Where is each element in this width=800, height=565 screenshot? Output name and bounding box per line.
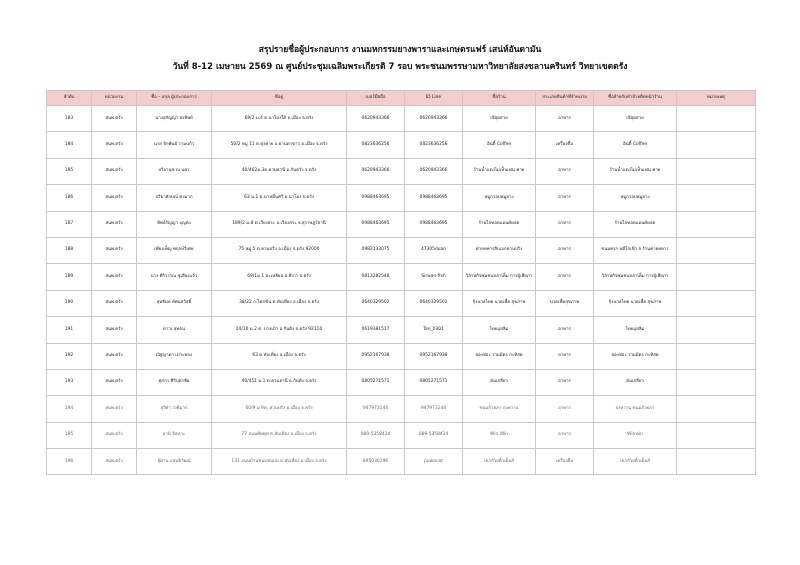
cell-remarks bbox=[677, 343, 756, 369]
cell-product-type: อาหาร bbox=[536, 396, 594, 422]
cell-remarks bbox=[677, 264, 756, 290]
cell-name: นาย จักพันธ์ รามแก้ว bbox=[137, 132, 212, 158]
table-row bbox=[47, 396, 756, 422]
cell-shop-name: ร้านไก่ทอดแอนด์ทอด bbox=[463, 211, 536, 237]
cell-sign-name: ลองช่อง รวมมิตร กะทิสด bbox=[594, 343, 677, 369]
cell-sign-name: มันเกลียว bbox=[594, 369, 677, 395]
report-subtitle: วันที่ 8-12 เมษายน 2569 ณ ศูนย์ประชุมเฉลิมพระเกียรติ 7 รอบ พระชนมพรรษามหาวิทยาลัยสงขลานครินทร์ วิทยาเขตตรัง bbox=[172, 62, 628, 72]
cell-product-type: อาหาร bbox=[536, 158, 594, 184]
cell-name: ณัฐญาดา เปาะทอง bbox=[137, 343, 212, 369]
cell-line-id: Sirwan-fish bbox=[405, 264, 463, 290]
cell-phone: 0619381517 bbox=[347, 317, 405, 343]
table-row bbox=[47, 106, 756, 132]
cell-phone: 0952167938 bbox=[347, 343, 405, 369]
cell-remarks bbox=[677, 396, 756, 422]
cell-no: 191 bbox=[47, 317, 92, 343]
cell-agency: สนพ.ตรัง bbox=[92, 290, 137, 316]
cell-agency: สนพ.ตรัง bbox=[92, 369, 137, 395]
cell-agency: สนพ.ตรัง bbox=[92, 396, 137, 422]
cell-sign-name: ร้านไก่ทอดแอนด์ทอด bbox=[594, 211, 677, 237]
cell-product-type: อาหาร bbox=[536, 106, 594, 132]
cell-shop-name: หมูกรอบหมูย่าง bbox=[463, 185, 536, 211]
cell-name: นางสุกัญญา สงทิพย์ bbox=[137, 106, 212, 132]
cell-address: 38/22 ถ.โคกขัน ต.ทับเที่ยง อ.เมือง จ.ตรัง bbox=[212, 290, 347, 316]
cell-agency: สนพ.ตรัง bbox=[92, 422, 137, 448]
cell-name: ดาวเ สุทธน bbox=[137, 317, 212, 343]
cell-remarks bbox=[677, 369, 756, 395]
header-shop-name: ชื่อร้าน bbox=[463, 91, 536, 106]
header-line-id: ID Line bbox=[405, 91, 463, 106]
cell-phone: 0813282548 bbox=[347, 264, 405, 290]
header-remarks: หมายเหตุ bbox=[677, 91, 756, 106]
cell-shop-name: เฉาก๊วยคิ้วเย็นส์ bbox=[463, 449, 536, 475]
table-row bbox=[47, 237, 756, 263]
cell-agency: สนพ.ตรัง bbox=[92, 343, 137, 369]
cell-product-type: อาหาร bbox=[536, 185, 594, 211]
cell-remarks bbox=[677, 106, 756, 132]
cell-remarks bbox=[677, 449, 756, 475]
cell-remarks bbox=[677, 290, 756, 316]
cell-name: สุวิศา วงศ์มาก bbox=[137, 396, 212, 422]
cell-address: 60/9 ม.9ต. ควนปริง อ.เมือง จ.ตรัง bbox=[212, 396, 347, 422]
cell-line-id: 947973144 bbox=[405, 396, 463, 422]
cell-sign-name: ขนมครก หมีไก่เจ๊ก ส ร้านค่ายทหาร bbox=[594, 237, 677, 263]
cell-line-id: 0988463695 bbox=[405, 185, 463, 211]
cell-agency: สนพ.ตรัง bbox=[92, 317, 137, 343]
cell-name: อานิ อิสหาะ bbox=[137, 422, 212, 448]
cell-address: 50/2 หมู่ 11 ต.ทุ่งค่าย อ.ย่านตาขาว อ.เมือง จ.ตรัง bbox=[212, 132, 347, 158]
cell-agency: สนพ.ตรัง bbox=[92, 449, 137, 475]
cell-remarks bbox=[677, 132, 756, 158]
cell-no: 183 bbox=[47, 106, 92, 132]
cell-shop-name: เจ๊สุดสวย bbox=[463, 106, 536, 132]
header-agency: หน่วยงาน bbox=[92, 91, 137, 106]
cell-product-type: อาหาร bbox=[536, 317, 594, 343]
cell-line-id: 0620943366 bbox=[405, 106, 463, 132]
cell-product-type: อาหาร bbox=[536, 369, 594, 395]
cell-sign-name: เฉาก๊วยคิ้วเย็นส์ bbox=[594, 449, 677, 475]
cell-product-type: เครื่องดื่ม bbox=[536, 449, 594, 475]
cell-agency: สนพ.ตรัง bbox=[92, 185, 137, 211]
table-row bbox=[47, 369, 756, 395]
cell-address: 189/2 ม.8 ต.เวียงสระ อ.เวียงสระ จ.สุราษฎร์ธานี bbox=[212, 211, 347, 237]
cell-line-id: 0640329502 bbox=[405, 290, 463, 316]
cell-remarks bbox=[677, 317, 756, 343]
table-row bbox=[47, 449, 756, 475]
cell-shop-name: วิสาหกิจชุมชนปลาเค็ม การผู้เสียภา bbox=[463, 264, 536, 290]
cell-shop-name: Win Win bbox=[463, 422, 536, 448]
cell-remarks bbox=[677, 237, 756, 263]
cell-remarks bbox=[677, 211, 756, 237]
cell-address: 131 ถนนบ้านขนบชนบท ต.ทับเที่ยง อ.เมือง จ.ตรัง bbox=[212, 449, 347, 475]
cell-name: สุทธิมล ทัศนสวัสดิ์ bbox=[137, 290, 212, 316]
header-product-type: ประเภทสินค้าที่จำหน่าย bbox=[536, 91, 594, 106]
cell-phone: 0620943366 bbox=[347, 106, 405, 132]
cell-no: 195 bbox=[47, 422, 92, 448]
cell-shop-name: ขนมถ้วยภา ถุงหวาน bbox=[463, 396, 536, 422]
cell-line-id: 0952167938 bbox=[405, 343, 463, 369]
table-row bbox=[47, 264, 756, 290]
cell-phone: 0620943366 bbox=[347, 158, 405, 184]
cell-sign-name: หมูกรอบหมูย่าง bbox=[594, 185, 677, 211]
table-row bbox=[47, 211, 756, 237]
cell-sign-name: อินดี้ Coffee bbox=[594, 132, 677, 158]
table-row bbox=[47, 132, 756, 158]
cell-sign-name: ไทยมุสลิม bbox=[594, 317, 677, 343]
cell-phone: 0640329502 bbox=[347, 290, 405, 316]
cell-sign-name: กุ้งนวลไทย นวดเพื่อ สุขภาพ bbox=[594, 290, 677, 316]
cell-name: เพียงเพ็ญ พฤกษ์วิเศษ bbox=[137, 237, 212, 263]
cell-line-id: 0988463695 bbox=[405, 211, 463, 237]
cell-shop-name: ร้านน้ำแดงไม่เห็นเฟน ฟาย bbox=[463, 158, 536, 184]
cell-phone: 947973144 bbox=[347, 396, 405, 422]
cell-address: 63 ม.1 ต.นาหมื่นศรี อ.นาโยง จ.ตรัง bbox=[212, 185, 347, 211]
cell-agency: สนพ.ตรัง bbox=[92, 237, 137, 263]
cell-product-type: อาหาร bbox=[536, 211, 594, 237]
cell-no: 189 bbox=[47, 264, 92, 290]
cell-phone: 0805271571 bbox=[347, 369, 405, 395]
cell-line-id: 0823636256 bbox=[405, 132, 463, 158]
cell-shop-name: ไทยมุสลิม bbox=[463, 317, 536, 343]
cell-phone: 0982133075 bbox=[347, 237, 405, 263]
cell-product-type: อาหาร bbox=[536, 343, 594, 369]
cell-agency: สนพ.ตรัง bbox=[92, 211, 137, 237]
table-row bbox=[47, 422, 756, 448]
cell-address: 40/451 ม.1 ต.ควนธานี อ.กันตัง จ.ตรัง bbox=[212, 369, 347, 395]
cell-agency: สนพ.ตรัง bbox=[92, 158, 137, 184]
exhibitor-table bbox=[46, 90, 756, 475]
cell-shop-name: มันเกลียว bbox=[463, 369, 536, 395]
cell-no: 196 bbox=[47, 449, 92, 475]
cell-line-id: puwanat bbox=[405, 449, 463, 475]
cell-phone: 895030196 bbox=[347, 449, 405, 475]
cell-remarks bbox=[677, 422, 756, 448]
cell-address: 75 หมู่ 5 ต.ควนปริง อ.เมือง จ.ตรัง 92000 bbox=[212, 237, 347, 263]
table-row bbox=[47, 290, 756, 316]
cell-shop-name: อินดี้ Coffee bbox=[463, 132, 536, 158]
cell-no: 186 bbox=[47, 185, 92, 211]
cell-name: ศุภกร ศิริบุตรชัย bbox=[137, 369, 212, 395]
cell-remarks bbox=[677, 158, 756, 184]
cell-agency: สนพ.ตรัง bbox=[92, 106, 137, 132]
cell-shop-name: ลองช่อง รวมมิตร กะทิสด bbox=[463, 343, 536, 369]
cell-no: 190 bbox=[47, 290, 92, 316]
cell-no: 192 bbox=[47, 343, 92, 369]
cell-line-id: 0805271571 bbox=[405, 369, 463, 395]
header-phone: เบอร์มือถือ bbox=[347, 91, 405, 106]
cell-shop-name: ค่ายทหารสิบเอกควนปริง bbox=[463, 237, 536, 263]
cell-product-type: อาหาร bbox=[536, 237, 594, 263]
cell-product-type: เครื่องดื่ม bbox=[536, 132, 594, 158]
cell-name: ปริยาลักษณ์ คงมาก bbox=[137, 185, 212, 211]
cell-name: อุ๊ดาน แสนปิวัฒน์ bbox=[137, 449, 212, 475]
table-body bbox=[47, 106, 756, 475]
cell-address: 63 ต.ทับเที่ยง อ.เมือง จ.ตรัง bbox=[212, 343, 347, 369]
cell-product-type: อาหาร bbox=[536, 422, 594, 448]
table-row bbox=[47, 343, 756, 369]
cell-line-id: 0620943366 bbox=[405, 158, 463, 184]
cell-no: 184 bbox=[47, 132, 92, 158]
header-address: ที่อยู่ bbox=[212, 91, 347, 106]
cell-agency: สนพ.ตรัง bbox=[92, 264, 137, 290]
cell-phone: 089-5358434 bbox=[347, 422, 405, 448]
cell-phone: 0988463695 bbox=[347, 185, 405, 211]
cell-no: 193 bbox=[47, 369, 92, 395]
table-row bbox=[47, 317, 756, 343]
cell-no: 194 bbox=[47, 396, 92, 422]
cell-sign-name: Winwin bbox=[594, 422, 677, 448]
cell-phone: 0823636256 bbox=[347, 132, 405, 158]
table-header-row bbox=[47, 91, 756, 106]
cell-sign-name: ถุงหวาน ขนมถ้วยภา bbox=[594, 396, 677, 422]
cell-sign-name: เจ๊สุดสวย bbox=[594, 106, 677, 132]
cell-phone: 0988463695 bbox=[347, 211, 405, 237]
cell-product-type: นวดเพื่อสุขภาพ bbox=[536, 290, 594, 316]
cell-agency: สนพ.ตรัง bbox=[92, 132, 137, 158]
cell-no: 188 bbox=[47, 237, 92, 263]
cell-line-id: 47305duan bbox=[405, 237, 463, 263]
cell-line-id: 089-5358434 bbox=[405, 422, 463, 448]
header-no: ลำดับ bbox=[47, 91, 92, 106]
cell-product-type: อาหาร bbox=[536, 264, 594, 290]
cell-line-id: Tan_0301 bbox=[405, 317, 463, 343]
cell-remarks bbox=[677, 185, 756, 211]
cell-name: ปริยานุช ณ นคร bbox=[137, 158, 212, 184]
cell-address: 24/10 ม.2 ต. บางเป้า อ.กันตัง จ.ตรัง 92110 bbox=[212, 317, 347, 343]
cell-sign-name: วิสาหกิจชุมชนปลาเค็ม การผู้เสียภา bbox=[594, 264, 677, 290]
cell-name: ทิพย์รัญญา บุญคง bbox=[137, 211, 212, 237]
cell-address: 69/1ม 1 ปะเหลียน อ.สิเกา จ.ตรัง bbox=[212, 264, 347, 290]
cell-no: 187 bbox=[47, 211, 92, 237]
header-sign-name: ชื่อสำหรับทำป้ายติดหน้าร้าน bbox=[594, 91, 677, 106]
cell-sign-name: ร้านน้ำแดงไม่เห็นเฟน ฟาย bbox=[594, 158, 677, 184]
report-title: สรุปรายชื่อผู้ประกอบการ งานมหกรรมยางพาราและเกษตรแฟร์ เสน่ห์อันดามัน bbox=[258, 45, 542, 55]
cell-no: 185 bbox=[47, 158, 92, 184]
cell-address: 40/462ม.3ต.ควนธานี อ.กันตรัง จ.ตรัง bbox=[212, 158, 347, 184]
table-row bbox=[47, 185, 756, 211]
table-row bbox=[47, 158, 756, 184]
cell-name: นาง ศิริวรรณ ชูเสียงแจ้ว bbox=[137, 264, 212, 290]
cell-shop-name: กุ้งนวลไทย นวดเพื่อ สุขภาพ bbox=[463, 290, 536, 316]
cell-address: 69/2 ม.4 ต.นาโยงใต้ อ.เมือง จ.ตรัง bbox=[212, 106, 347, 132]
cell-address: 77 ถนนทัพพุท ต.ทับเที่ยง อ.เมือง จ.ตรัง bbox=[212, 422, 347, 448]
header-name: ชื่อ – สกุล ผู้ประกอบการ bbox=[137, 91, 212, 106]
